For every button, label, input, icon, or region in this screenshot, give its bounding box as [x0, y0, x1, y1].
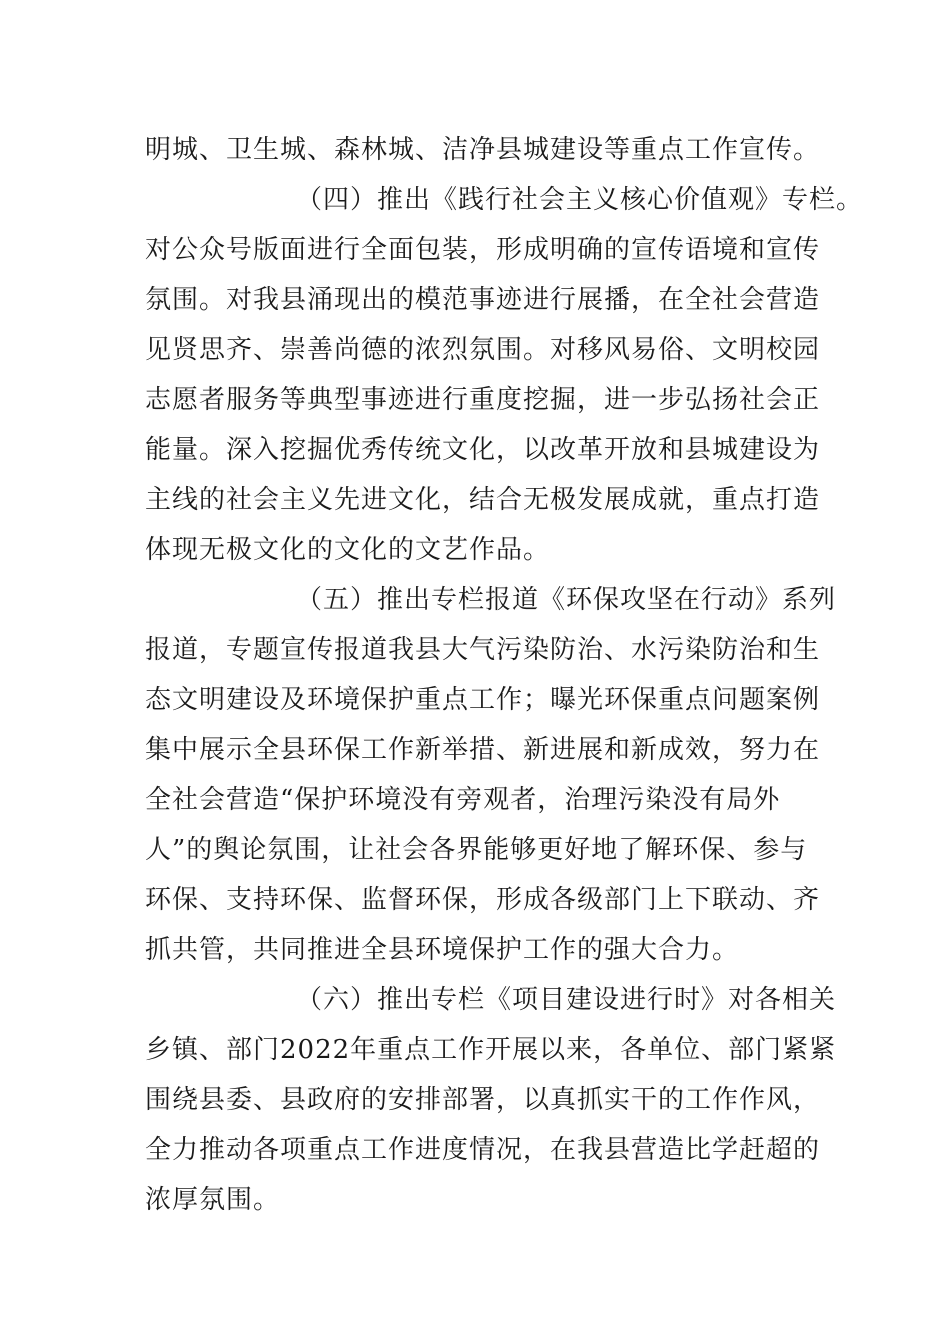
section-heading-5: （五）推出专栏报道《环保攻坚在行动》系列 [296, 585, 837, 615]
text-line: 浓厚氛围。 [145, 1185, 281, 1215]
text-line: 对公众号版面进行全面包装，形成明确的宣传语境和宣传 [145, 235, 821, 265]
section-heading-6: （六）推出专栏《项目建设进行时》对各相关 [296, 985, 837, 1015]
text-line: 氛围。对我县涌现出的模范事迹进行展播，在全社会营造 [145, 285, 821, 315]
text-line: 见贤思齐、崇善尚德的浓烈氛围。对移风易俗、文明校园 [145, 335, 821, 365]
text-line: 抓共管，共同推进全县环境保护工作的强大合力。 [145, 935, 740, 965]
text-line: 全力推动各项重点工作进度情况，在我县营造比学赶超的 [145, 1135, 821, 1165]
text-line: 志愿者服务等典型事迹进行重度挖掘，进一步弘扬社会正 [145, 385, 821, 415]
text-line: 围绕县委、县政府的安排部署，以真抓实干的工作作风， [145, 1085, 821, 1115]
text-line: 乡镇、部门2022年重点工作开展以来，各单位、部门紧紧 [145, 1035, 837, 1065]
text-line: 环保、支持环保、监督环保，形成各级部门上下联动、齐 [145, 885, 821, 915]
text-line: 明城、卫生城、森林城、洁净县城建设等重点工作宣传。 [145, 135, 821, 165]
text-line: 能量。深入挖掘优秀传统文化，以改革开放和县城建设为 [145, 435, 821, 465]
text-line: 报道，专题宣传报道我县大气污染防治、水污染防治和生 [145, 635, 821, 665]
text-line: 体现无极文化的文化的文艺作品。 [145, 535, 551, 565]
text-line: 态文明建设及环境保护重点工作；曝光环保重点问题案例 [145, 685, 821, 715]
section-heading-4: （四）推出《践行社会主义核心价值观》专栏。 [296, 185, 864, 215]
text-line: 集中展示全县环保工作新举措、新进展和新成效，努力在 [145, 735, 821, 765]
text-line: 人”的舆论氛围，让社会各界能够更好地了解环保、参与 [145, 835, 808, 865]
text-line: 全社会营造“保护环境没有旁观者，治理污染没有局外 [145, 785, 781, 815]
text-line: 主线的社会主义先进文化，结合无极发展成就，重点打造 [145, 485, 821, 515]
